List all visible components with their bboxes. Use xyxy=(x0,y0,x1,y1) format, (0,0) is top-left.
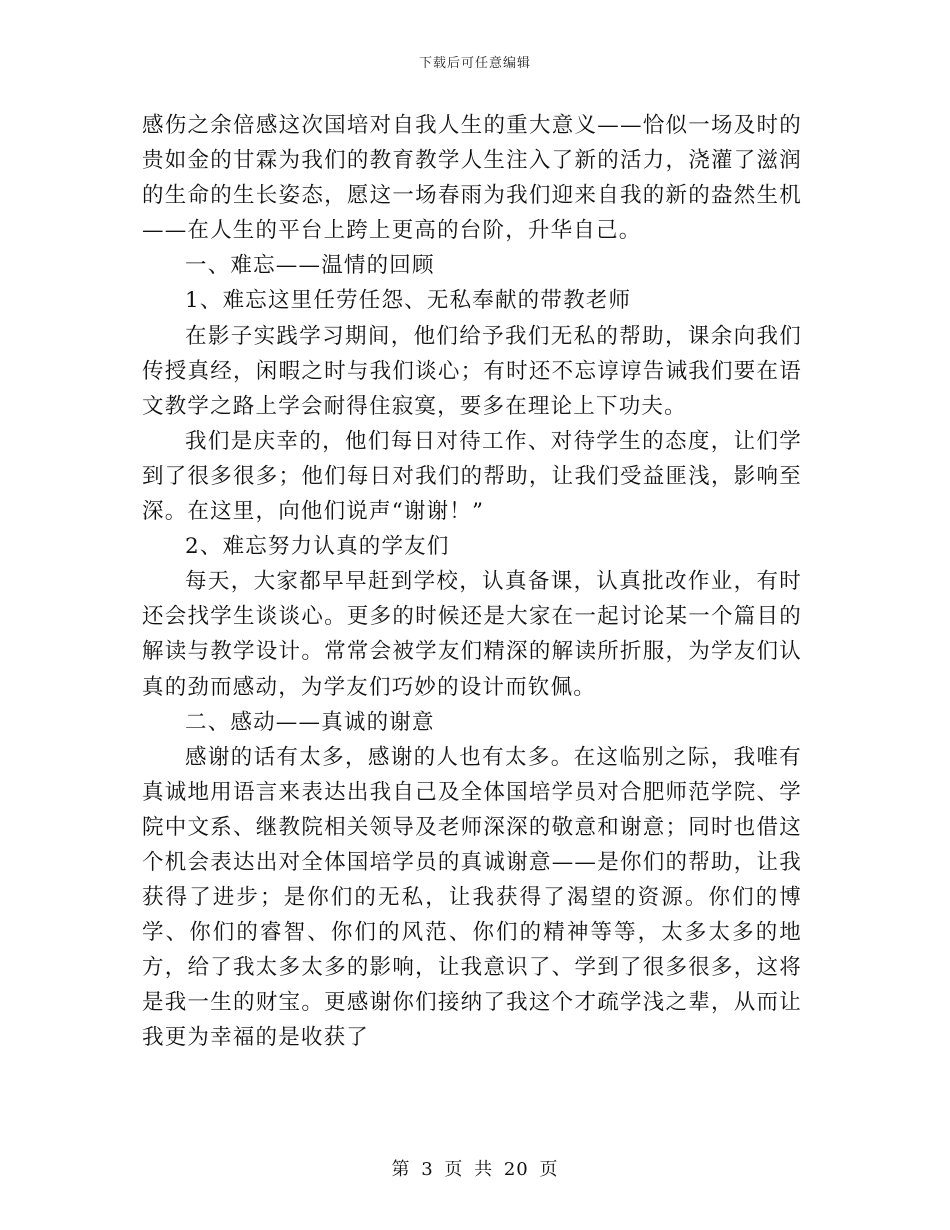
section-heading-2: 二、感动——真诚的谢意 xyxy=(185,709,435,735)
subheading-1: 1、难忘这里任劳任怨、无私奉献的带教老师 xyxy=(185,288,632,314)
paragraph: 每天，大家都早早赶到学校，认真备课，认真批改作业，有时还会找学生谈谈心。更多的时候还是大家在一起讨论某一个篇目的解读与教学设计。常常会被学友们精深的解读所折服，为学友们认真的劲而感动，为学友们巧妙的设计而钦佩。 xyxy=(142,569,802,700)
page-number: 第 3 页 共 20 页 xyxy=(391,1159,559,1180)
paragraph: 感谢的话有太多，感谢的人也有太多。在这临别之际，我唯有真诚地用语言来表达出我自己及全体国培学员对合肥师范学院、学院中文系、继教院相关领导及老师深深的敬意和谢意；同时也借这个机会表达出对全体国培学员的真诚谢意——是你们的帮助，让我获得了进步；是你们的无私，让我获得了渴望的资源。你们的博学、你们的睿智、你们的风范、你们的精神等等，太多太多的地方，给了我太多太多的影响，让我意识了、学到了很多很多，这将是我一生的财宝。更感谢你们接纳了我这个才疏学浅之辈，从而让我更为幸福的是收获了 xyxy=(142,744,802,1051)
paragraph: 在影子实践学习期间，他们给予我们无私的帮助，课余向我们传授真经，闲暇之时与我们谈心；有时还不忘谆谆告诫我们要在语文教学之路上学会耐得住寂寞，要多在理论上下功夫。 xyxy=(142,323,802,419)
section-heading-1: 一、难忘——温情的回顾 xyxy=(185,253,435,279)
subheading-2: 2、难忘努力认真的学友们 xyxy=(185,534,450,560)
paragraph: 我们是庆幸的，他们每日对待工作、对待学生的态度，让们学到了很多很多；他们每日对我们的帮助，让我们受益匪浅，影响至深。在这里，向他们说声“谢谢！” xyxy=(142,428,802,525)
paragraph-intro: 感伤之余倍感这次国培对自我人生的重大意义——恰似一场及时的贵如金的甘霖为我们的教育教学人生注入了新的活力，浇灌了滋润的生命的生长姿态，愿这一场春雨为我们迎来自我的新的盎然生机——在人生的平台上跨上更高的台阶，升华自己。 xyxy=(142,113,802,244)
page-header: 下载后可任意编辑 xyxy=(418,56,531,71)
document-body xyxy=(142,108,802,1056)
